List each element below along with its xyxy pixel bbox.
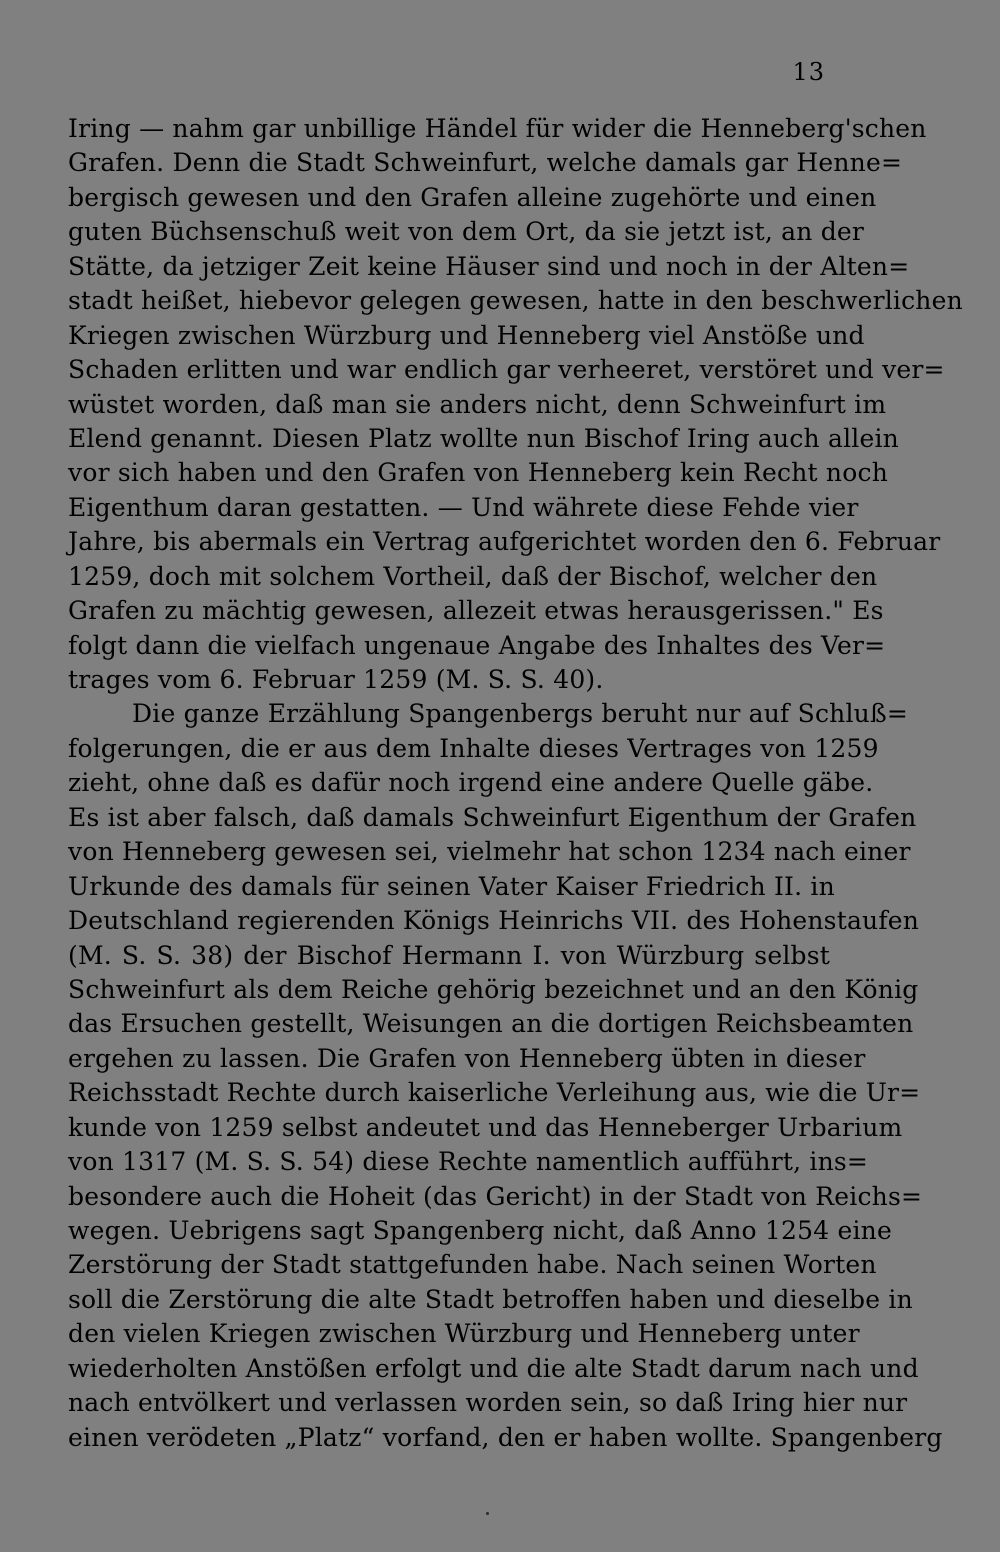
text-line: besondere auch die Hoheit (das Gericht) in der Stadt von Reichs= [68,1181,923,1211]
body-text [68,112,963,1455]
text-line: zieht, ohne daß es dafür noch irgend eine andere Quelle gäbe. [68,768,874,798]
page-number: 13 [792,58,825,86]
text-line: wegen. Uebrigens sagt Spangenberg nicht, daß Anno 1254 eine [68,1216,892,1245]
text-line: Jahre, bis abermals ein Vertrag aufgerichtet worden den 6. Februar [68,527,941,557]
text-line: den vielen Kriegen zwischen Würzburg und Henneberg unter [68,1319,860,1349]
text-line: Kriegen zwischen Würzburg und Henneberg viel Anstöße und [68,320,865,350]
text-line: Grafen. Denn die Stadt Schweinfurt, welche damals gar Henne= [68,148,903,178]
text-line: folgt dann die vielfach ungenaue Angabe des Inhaltes des Ver= [68,630,886,660]
text-line: Stätte, da jetziger Zeit keine Häuser sind und noch in der Alten= [68,251,910,281]
text-line: das Ersuchen gestellt, Weisungen an die dortigen Reichsbeamten [68,1009,914,1039]
text-line: Grafen zu mächtig gewesen, allezeit etwas herausgerissen." Es [68,596,884,626]
text-line: wiederholten Anstößen erfolgt und die alte Stadt darum nach und [68,1353,919,1383]
text-line: Schaden erlitten und war endlich gar verheeret, verstöret und ver= [68,355,945,385]
text-line: stadt heißet, hiebevor gelegen gewesen, hatte in den beschwerlichen [68,286,963,316]
text-line: soll die Zerstörung die alte Stadt betroffen haben und dieselbe in [68,1284,913,1314]
text-line: nach entvölkert und verlassen worden sein, so daß Iring hier nur [68,1388,908,1418]
text-line: Iring — nahm gar unbillige Händel für wider die Henneberg'schen [68,114,927,143]
text-line: vor sich haben und den Grafen von Henneberg kein Recht noch [68,458,888,488]
text-line: bergisch gewesen und den Grafen alleine zugehörte und einen [68,182,877,212]
text-line: (M. S. S. 38) der Bischof Hermann I. von Würzburg selbst [68,940,830,970]
text-line: Zerstörung der Stadt stattgefunden habe. Nach seinen Worten [68,1250,877,1280]
text-line: Deutschland regierenden Königs Heinrichs VII. des Hohenstaufen [68,906,920,936]
text-line: Elend genannt. Diesen Platz wollte nun Bischof Iring auch allein [68,423,899,453]
text-line: guten Büchsenschuß weit von dem Ort, da sie jetzt ist, an der [68,217,865,247]
text-line: wüstet worden, daß man sie anders nicht, denn Schweinfurt im [68,389,887,419]
text-line: von 1317 (M. S. S. 54) diese Rechte namentlich aufführt, ins= [68,1147,869,1177]
paragraph-end-line: trages vom 6. Februar 1259 (M. S. S. 40). [68,665,604,694]
text-line: von Henneberg gewesen sei, vielmehr hat schon 1234 nach einer [68,837,911,867]
text-line: einen verödeten „Platz“ vorfand, den er haben wollte. Spangenberg [68,1422,943,1452]
text-line: Eigenthum daran gestatten. — Und währete diese Fehde vier [68,492,859,522]
text-line: Urkunde des damals für seinen Vater Kaiser Friedrich II. in [68,871,835,901]
text-line: Reichsstadt Rechte durch kaiserliche Verleihung aus, wie die Ur= [68,1078,921,1108]
print-speck [486,1512,489,1515]
text-line: Es ist aber falsch, daß damals Schweinfurt Eigenthum der Grafen [68,802,917,832]
text-line: 1259, doch mit solchem Vortheil, daß der Bischof, welcher den [68,561,878,591]
text-line: ergehen zu lassen. Die Grafen von Henneberg übten in dieser [68,1043,866,1073]
text-line: kunde von 1259 selbst andeutet und das Henneberger Urbarium [68,1112,903,1142]
text-line: Schweinfurt als dem Reiche gehörig bezeichnet und an den König [68,974,919,1004]
paragraph-start-line: Die ganze Erzählung Spangenbergs beruht nur auf Schluß= [132,699,909,729]
text-line: folgerungen, die er aus dem Inhalte dieses Vertrages von 1259 [68,733,879,763]
